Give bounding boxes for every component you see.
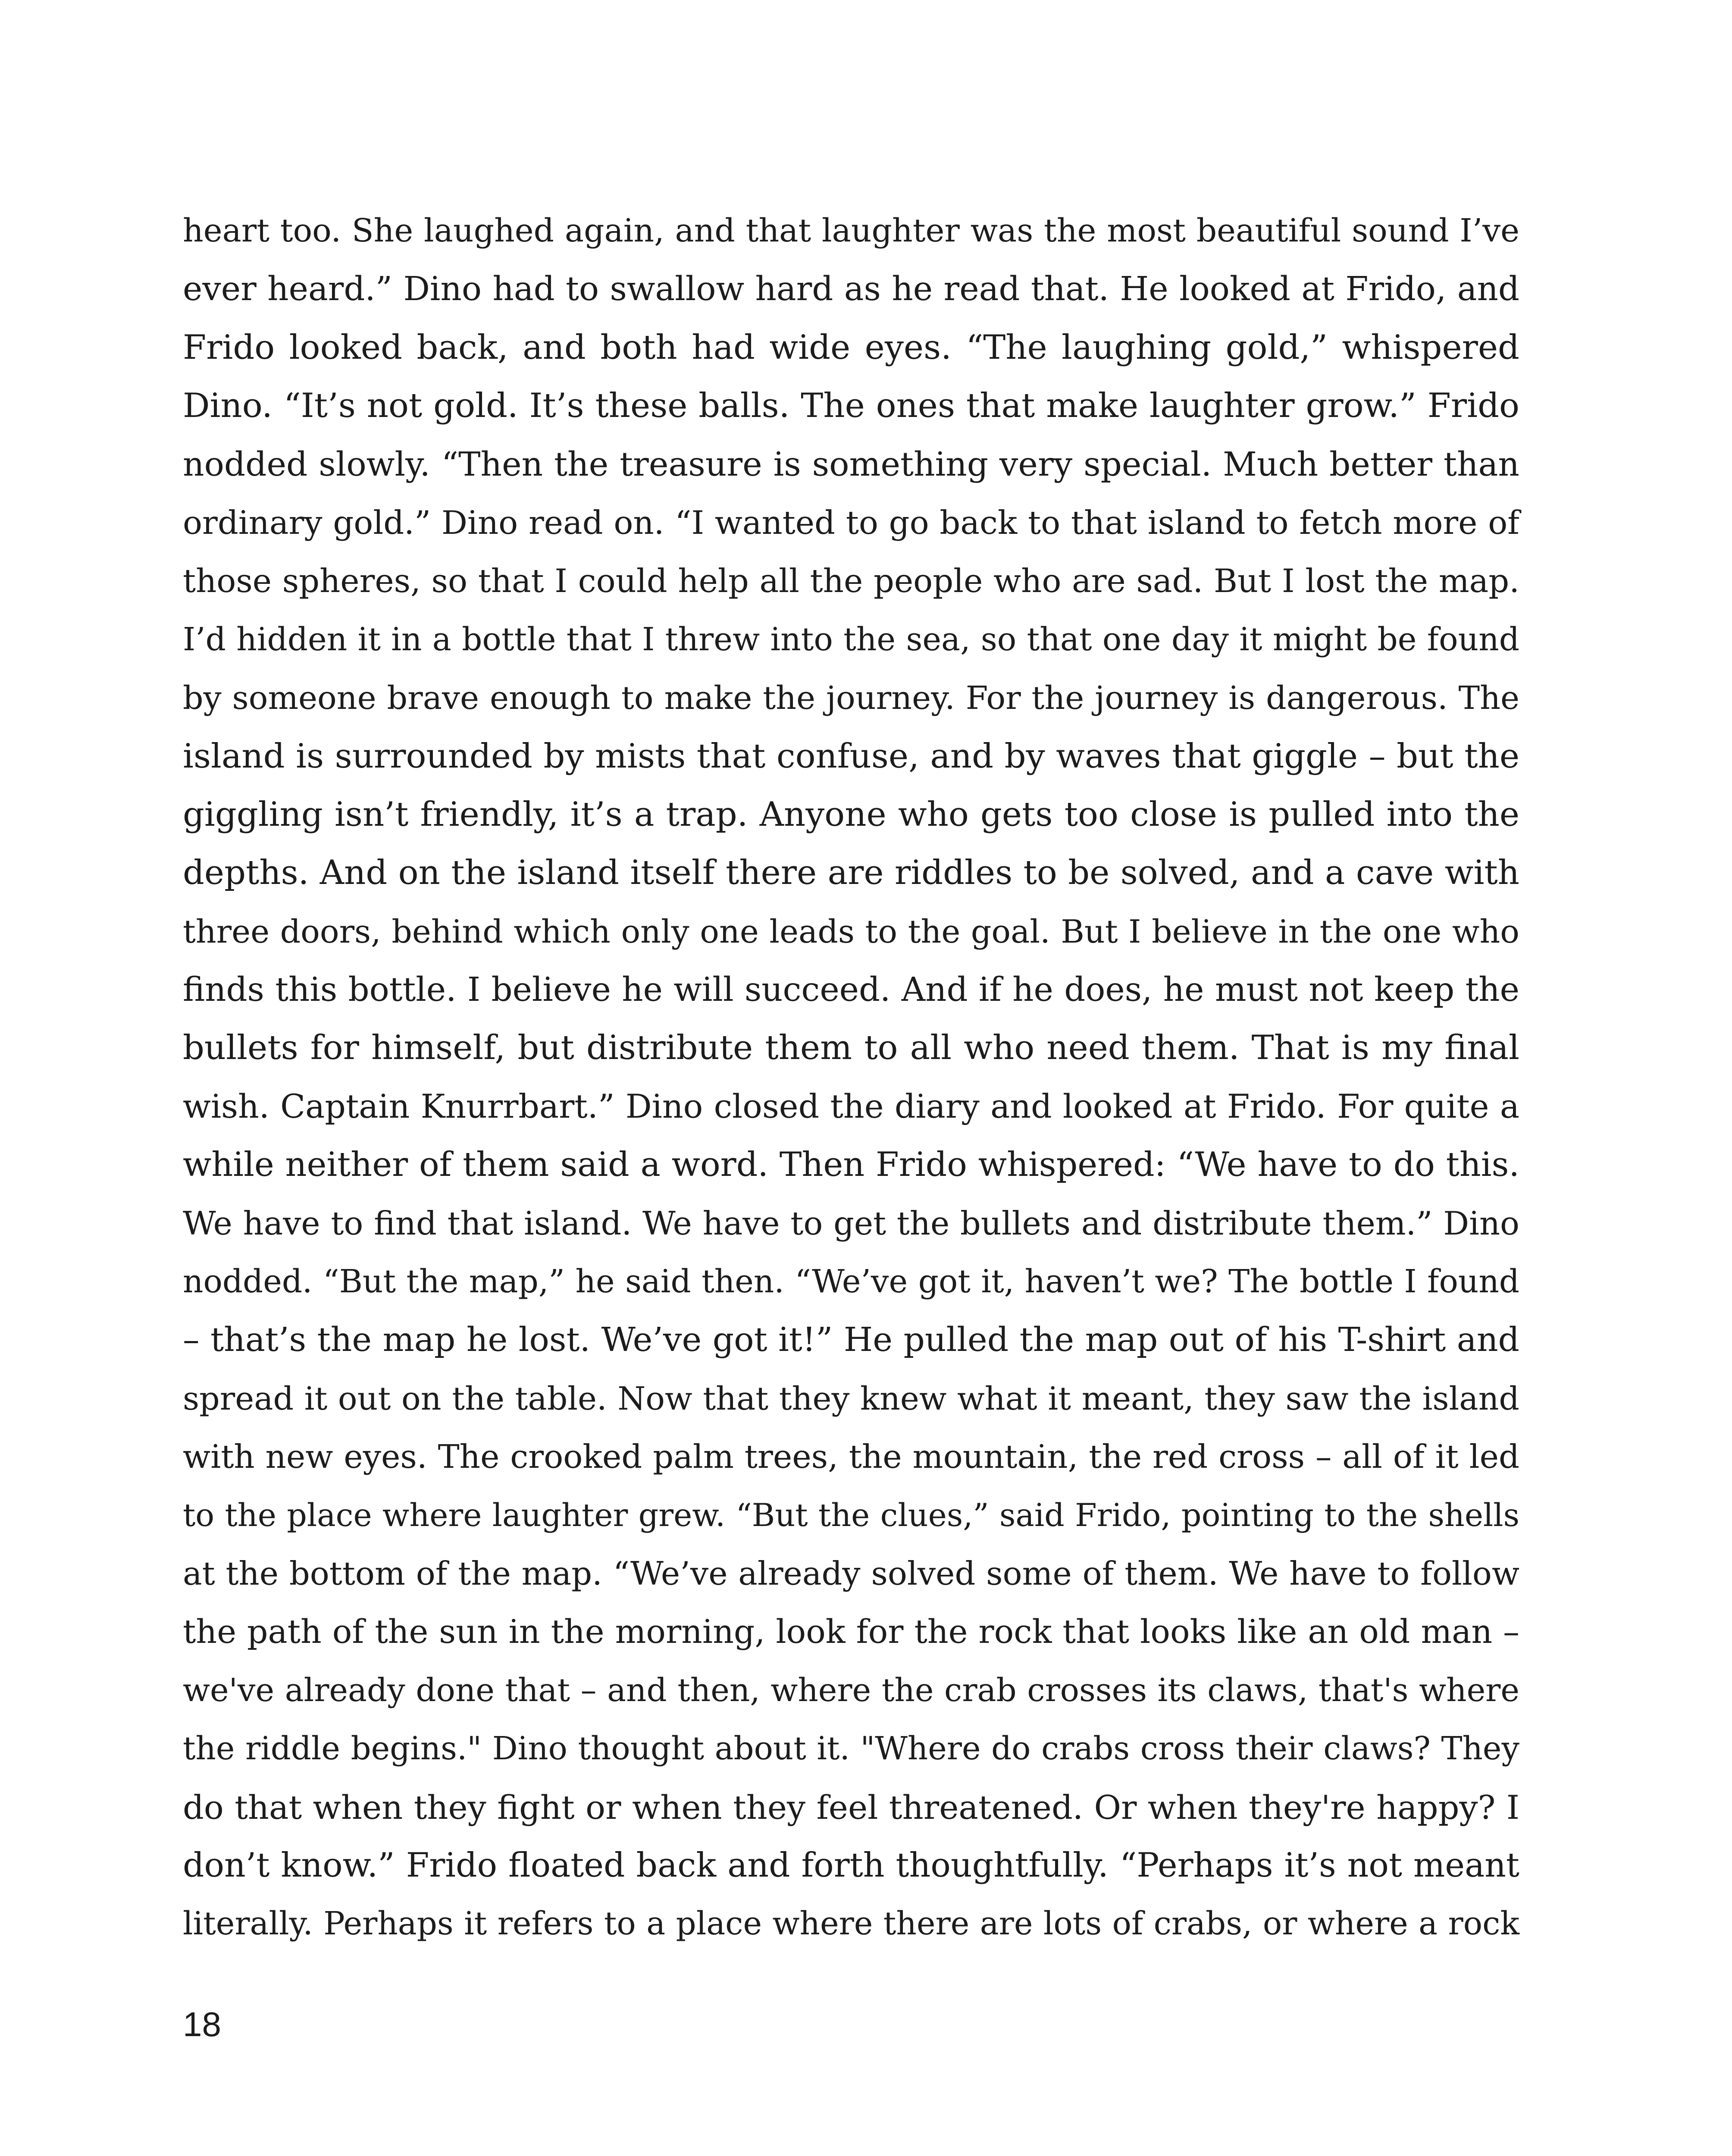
text-line: do that when they fight or when they feel threatened. Or when they're happy? I bbox=[183, 1788, 1519, 1827]
text-line: by someone brave enough to make the journey. For the journey is dangerous. The bbox=[183, 679, 1519, 717]
text-line: I’d hidden it in a bottle that I threw into the sea, so that one day it might be found bbox=[183, 620, 1519, 658]
body-text bbox=[183, 202, 1519, 1953]
text-line: to the place where laughter grew. “But the clues,” said Frido, pointing to the shells bbox=[183, 1497, 1519, 1534]
text-line: We have to find that island. We have to get the bullets and distribute them.” Dino bbox=[183, 1204, 1519, 1242]
text-line: giggling isn’t friendly, it’s a trap. Anyone who gets too close is pulled into the bbox=[183, 795, 1519, 834]
text-line: island is surrounded by mists that confuse, and by waves that giggle – but the bbox=[183, 736, 1519, 776]
text-line: the riddle begins." Dino thought about it. "Where do crabs cross their claws? They bbox=[183, 1730, 1519, 1767]
text-line: heart too. She laughed again, and that laughter was the most beautiful sound I’ve bbox=[183, 212, 1519, 249]
text-line: with new eyes. The crooked palm trees, the mountain, the red cross – all of it led bbox=[183, 1438, 1519, 1476]
text-line: wish. Captain Knurrbart.” Dino closed the diary and looked at Frido. For quite a bbox=[183, 1087, 1519, 1125]
text-line: nodded slowly. “Then the treasure is something very special. Much better than bbox=[183, 445, 1519, 484]
text-line: nodded. “But the map,” he said then. “We’ve got it, haven’t we? The bottle I found bbox=[183, 1263, 1519, 1300]
text-line: three doors, behind which only one leads to the goal. But I believe in the one who bbox=[183, 912, 1519, 950]
text-line: those spheres, so that I could help all the people who are sad. But I lost the map. bbox=[183, 562, 1519, 600]
text-line: the path of the sun in the morning, look for the rock that looks like an old man – bbox=[183, 1613, 1519, 1651]
text-line: don’t know.” Frido floated back and forth thoughtfully. “Perhaps it’s not meant bbox=[183, 1846, 1519, 1885]
text-line: we've already done that – and then, where the crab crosses its claws, that's where bbox=[183, 1672, 1519, 1709]
text-line: bullets for himself, but distribute them to all who need them. That is my final bbox=[183, 1028, 1519, 1068]
text-line: at the bottom of the map. “We’ve already solved some of them. We have to follow bbox=[183, 1554, 1519, 1592]
text-line: depths. And on the island itself there are riddles to be solved, and a cave with bbox=[183, 853, 1519, 893]
text-line: literally. Perhaps it refers to a place where there are lots of crabs, or where a rock bbox=[183, 1905, 1519, 1943]
text-line: – that’s the map he lost. We’ve got it!” He pulled the map out of his T-shirt and bbox=[183, 1320, 1519, 1360]
page-number: 18 bbox=[183, 2005, 221, 2043]
text-line: spread it out on the table. Now that they knew what it meant, they saw the island bbox=[183, 1379, 1519, 1417]
text-line: while neither of them said a word. Then Frido whispered: “We have to do this. bbox=[183, 1145, 1519, 1185]
text-line: finds this bottle. I believe he will succeed. And if he does, he must not keep the bbox=[183, 971, 1519, 1009]
text-line: ordinary gold.” Dino read on. “I wanted to go back to that island to fetch more of bbox=[183, 504, 1519, 542]
text-line: Frido looked back, and both had wide eyes. “The laughing gold,” whispered bbox=[183, 328, 1519, 367]
text-line: Dino. “It’s not gold. It’s these balls. The ones that make laughter grow.” Frido bbox=[183, 386, 1519, 426]
text-line: ever heard.” Dino had to swallow hard as he read that. He looked at Frido, and bbox=[183, 270, 1519, 309]
